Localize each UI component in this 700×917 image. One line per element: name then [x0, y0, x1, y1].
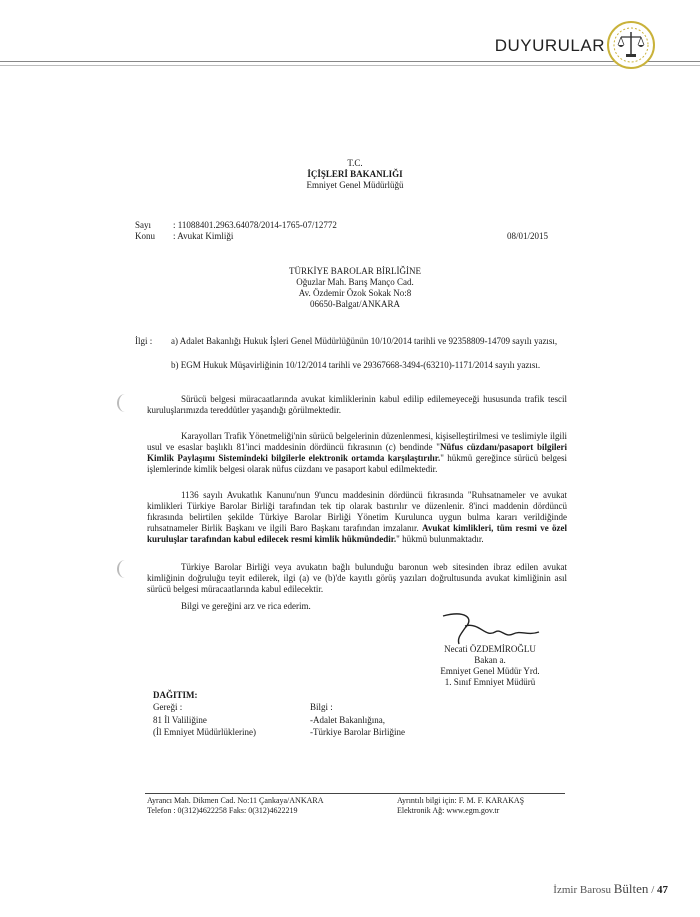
footer-separator: /: [651, 884, 655, 896]
letterhead: [135, 158, 575, 191]
paragraph-3: [147, 490, 567, 545]
recipient-line: 06650-Balgat/ANKARA: [310, 299, 400, 309]
signature-icon: [435, 608, 545, 648]
recipient-block: [235, 266, 475, 310]
paragraph-2-quote: Nüfus cüzdanı/pasaport bilgileri Kimlik Paylaşımı Sistemindeki bilgilerle elektronik ortamda karşılaştırılır.: [147, 442, 567, 463]
paragraph-3-quote: Avukat kimlikleri, tüm resmi ve özel kuruluşlar tarafından kabul edilecek resmi kimlik hükmündedir.: [147, 523, 567, 544]
punch-hole-mark: [117, 560, 133, 578]
bilgi-item: -Türkiye Barolar Birliğine: [310, 727, 405, 737]
letter-date: 08/01/2015: [507, 231, 549, 241]
ilgi-label: İlgi :: [135, 336, 153, 346]
punch-hole-mark: [117, 394, 133, 412]
letterhead-line: İÇİŞLERİ BAKANLIĞI: [307, 169, 403, 179]
bilgi-label: Bilgi :: [310, 702, 333, 712]
header-rule-top: [0, 61, 700, 62]
footer-web: Elektronik Ağ: www.egm.gov.tr: [397, 806, 500, 815]
section-title: DUYURULAR: [494, 36, 605, 55]
recipient-line: Av. Özdemir Özok Sokak No:8: [298, 288, 412, 298]
paragraph-2: [147, 431, 567, 475]
geregi-item: (İl Emniyet Müdürlüklerine): [153, 727, 256, 737]
signer-line: Bakan a.: [474, 655, 506, 665]
paragraph-3-text-end: " hükmü bulunmaktadır.: [396, 534, 484, 544]
footer-address: Ayrancı Mah. Dikmen Cad. No:11 Çankaya/ANKARA: [147, 796, 324, 805]
konu-label: Konu: [135, 231, 155, 241]
konu-value: : Avukat Kimliği: [173, 231, 234, 241]
footer-phone: Telefon : 0(312)4622258 Faks: 0(312)4622219: [147, 806, 298, 815]
bilgi-item: -Adalet Bakanlığına,: [310, 715, 385, 725]
scanned-letter: [135, 150, 575, 840]
geregi-item: 81 İl Valiliğine: [153, 715, 207, 725]
letter-footer-rule: [145, 793, 565, 794]
sayi-label: Sayı: [135, 220, 152, 230]
signer-block: [415, 644, 565, 688]
letterhead-line: T.C.: [347, 158, 363, 168]
letterhead-line: Emniyet Genel Müdürlüğü: [306, 180, 404, 190]
paragraph-2-text: Karayolları Trafik Yönetmeliği'nin sürücü belgelerinin düzenlenmesi, kişiselleştirilmesi ve teslimiyle ilgili usul ve esaslar başlıklı 81'inci maddesinin dördüncü fıkrasının (c) bendinde ": [147, 431, 567, 452]
ilgi-a: a) Adalet Bakanlığı Hukuk İşleri Genel Müdürlüğünün 10/10/2014 tarihli ve 92358809-14709 sayılı yazısı,: [171, 336, 558, 346]
paragraph-4: Türkiye Barolar Birliği veya avukatın bağlı bulunduğu baronun web sitesinden ibraz edilen avukat kimliğinin doğruluğu teyit edilerek, ilgi (a) ve (b)'de kayıtlı görüş yazıları doğrultusunda avukat kimliğinin asıl sürücü belgesi müracaatlarında kabul edilecektir.: [147, 562, 567, 594]
footer-contact: Ayrıntılı bilgi için: F. M. F. KARAKAŞ: [397, 796, 525, 805]
sayi-value: : 11088401.2963.64078/2014-1765-07/12772: [173, 220, 337, 230]
signer-line: Necati ÖZDEMİROĞLU: [444, 644, 536, 654]
letter-footer-right: [397, 796, 524, 816]
signer-line: Emniyet Genel Müdür Yrd.: [440, 666, 540, 676]
publisher-name: İzmir Barosu: [553, 884, 612, 896]
page-footer: [553, 881, 668, 897]
header-rule-bottom: [0, 65, 700, 66]
recipient-line: TÜRKİYE BAROLAR BİRLİĞİNE: [289, 266, 421, 276]
paragraph-2-text-end: " hükmü gereğince sürücü belgesi işlemlerinde kimlik belgesi olarak nüfus cüzdanı ve pasaport kabul edilmektedir.: [147, 453, 567, 474]
paragraph-3-text: 1136 sayılı Avukatlık Kanunu'nun 9'uncu maddesinin dördüncü fıkrasında "Ruhsatnameler ve avukat kimlikleri Türkiye Barolar Birliği tarafından tek tip olarak bastırılır ve düzenlenir. 8'inci maddenin dördüncü fıkrasında belirtilen şekilde Türkiye Barolar Birliği Yönetim Kurulunca uygun bulma kararı verildiğinde ruhsatnameler Birlik Başkanı ve ilgili Baro Başkanı tarafından imzalanır.: [147, 490, 567, 533]
ilgi-b: b) EGM Hukuk Müşavirliğinin 10/12/2014 tarihli ve 29367668-3494-(63210)-1171/2014 sayılı yazısı.: [171, 360, 541, 370]
distribution-title: DAĞITIM:: [153, 690, 198, 700]
paragraph-1: Sürücü belgesi müracaatlarında avukat kimliklerinin kabul edilip edilemeyeceği hususunda trafik tescil kuruluşlarımızda tereddütler yaşandığı görülmektedir.: [147, 394, 567, 415]
paragraph-5: Bilgi ve gereğini arz ve rica ederim.: [181, 601, 311, 611]
geregi-label: Gereği :: [153, 702, 183, 712]
publication-name: Bülten: [613, 881, 649, 896]
recipient-line: Oğuzlar Mah. Barış Manço Cad.: [296, 277, 414, 287]
letter-footer-left: [147, 796, 324, 816]
bar-association-seal-icon: [606, 18, 656, 72]
page-number: 47: [657, 884, 668, 896]
signer-line: 1. Sınıf Emniyet Müdürü: [444, 677, 536, 687]
